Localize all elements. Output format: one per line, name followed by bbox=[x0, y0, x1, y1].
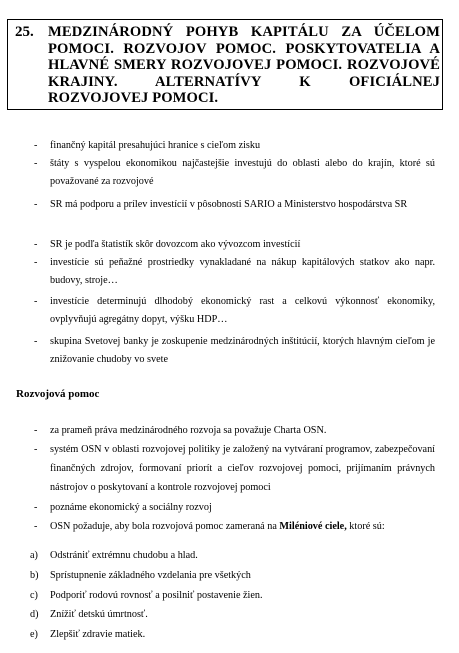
item-text: Zlepšiť zdravie matiek. bbox=[50, 629, 146, 640]
bullet-dash: - bbox=[34, 239, 38, 250]
bullet-text: skupina Svetovej banky je zoskupenie medzinárodných inštitúcií, ktorých hlavným cieľom je znižovanie chudoby vo svete bbox=[50, 336, 435, 365]
item-marker: d) bbox=[30, 609, 39, 620]
bullet-dash: - bbox=[34, 502, 38, 513]
bullet-text-start: OSN požaduje, aby bola rozvojová pomoc zameraná na bbox=[50, 521, 280, 532]
bullet-text: za prameň práva medzinárodného rozvoja sa považuje Charta OSN. bbox=[50, 425, 327, 436]
bullet-text: SR je podľa štatistík skôr dovozcom ako vývozcom investícií bbox=[50, 239, 301, 250]
bullet-text: poznáme ekonomický a sociálny rozvoj bbox=[50, 502, 212, 513]
bullet-text: systém OSN v oblasti rozvojovej politiky je založený na vytváraní programov, zabezpečovaní finančných zdrojov, formovaní priorít a cieľov rozvojovej pomoci, prijímaním právnych nástrojov o poskytovaní a kontrole rozvojovej pomoci bbox=[50, 444, 435, 493]
bullet-dash: - bbox=[34, 336, 38, 347]
item-marker: a) bbox=[30, 550, 38, 561]
item-text: Odstrániť extrémnu chudobu a hlad. bbox=[50, 550, 198, 561]
bullet-text: investície sú peňažné prostriedky vynakladané na nákup kapitálových statkov ako napr. budovy, stroje… bbox=[50, 257, 435, 286]
bullet-dash: - bbox=[34, 158, 38, 169]
item-marker: b) bbox=[30, 570, 39, 581]
section-title: Rozvojová pomoc bbox=[16, 388, 100, 400]
bullet-text: SR má podporu a prílev investícií v pôsobnosti SARIO a Ministerstvo hospodárstva SR bbox=[50, 199, 408, 210]
bullet-text: finančný kapitál presahujúci hranice s cieľom zisku bbox=[50, 140, 261, 151]
bullet-dash: - bbox=[34, 425, 38, 436]
bullet-text: štáty s vyspelou ekonomikou najčastejšie investujú do oblasti alebo do krajín, ktoré sú považované za rozvojové bbox=[50, 158, 435, 187]
bullet-dash: - bbox=[34, 296, 38, 307]
bullet-dash: - bbox=[34, 521, 38, 532]
bullet-text: investície determinujú dlhodobý ekonomický rast a celkovú výkonnosť ekonomiky, ovplyvňujú agregátny dopyt, výšku HDP… bbox=[50, 296, 435, 325]
item-text: Podporiť rodovú rovnosť a posilniť postavenie žien. bbox=[50, 590, 263, 601]
chapter-number: 25. bbox=[15, 24, 34, 40]
bullet-text-end: ktoré sú: bbox=[346, 521, 385, 532]
item-marker: e) bbox=[30, 629, 38, 640]
item-text: Sprístupnenie základného vzdelania pre všetkých bbox=[50, 570, 251, 581]
bullet-dash: - bbox=[34, 140, 38, 151]
bullet-dash: - bbox=[34, 199, 38, 210]
chapter-title: MEDZINÁRODNÝ POHYB KAPITÁLU ZA ÚČELOM POMOCI. ROZVOJOV POMOC. POSKYTOVATELIA A HLAVNÉ SMERY ROZVOJOVEJ POMOCI. ROZVOJOVÉ KRAJINY. ALTERNATÍVY K OFICIÁLNEJ ROZVOJOVEJ POMOCI. bbox=[48, 24, 440, 106]
chapter-heading-box bbox=[7, 19, 443, 110]
bullet-dash: - bbox=[34, 257, 38, 268]
millennium-goals-label: Miléniové ciele, bbox=[279, 521, 347, 532]
item-marker: c) bbox=[30, 590, 38, 601]
bullet-text bbox=[50, 517, 435, 536]
bullet-dash: - bbox=[34, 444, 38, 455]
item-text: Znížiť detskú úmrtnosť. bbox=[50, 609, 148, 620]
